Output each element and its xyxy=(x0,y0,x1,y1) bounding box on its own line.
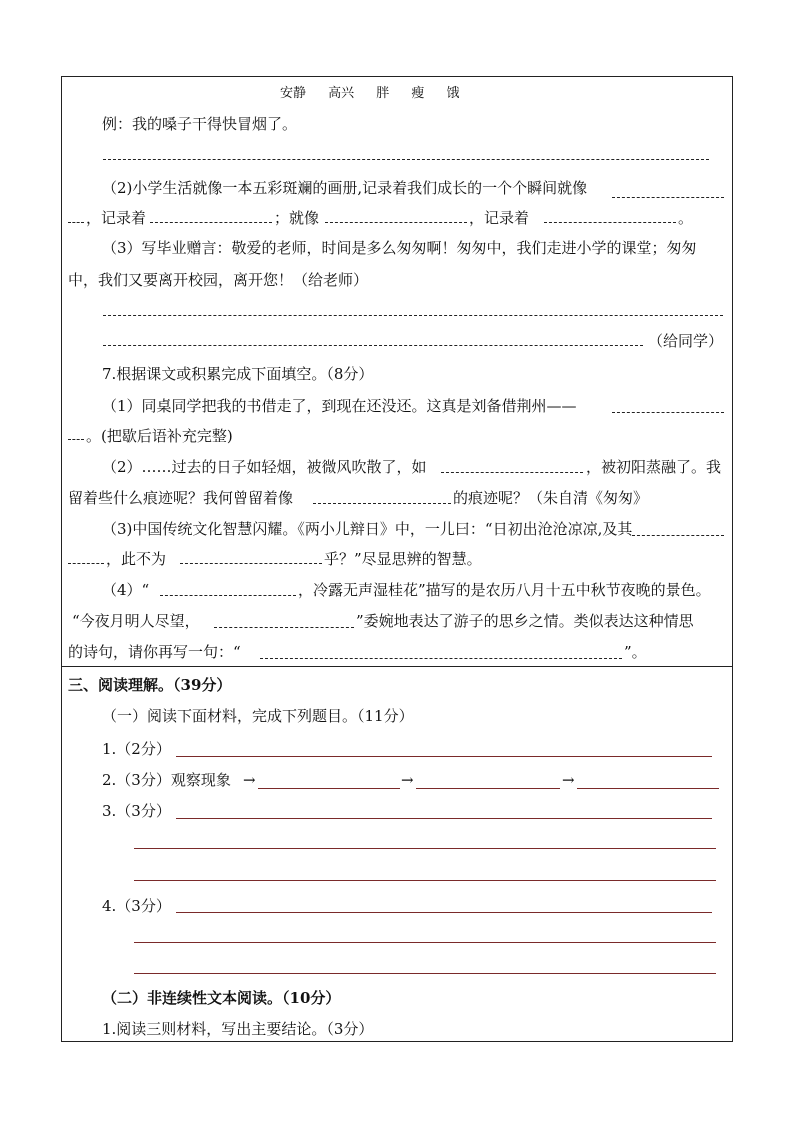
q7-item2-line2a: 留着些什么痕迹呢？我何曾留着像 xyxy=(68,489,294,507)
answer-line[interactable] xyxy=(176,756,712,757)
answer-blank[interactable] xyxy=(260,658,622,659)
b1-question: 1.阅读三则材料，写出主要结论。（3分） xyxy=(102,1020,374,1038)
q7-item3-line2a: ，此不为 xyxy=(106,550,167,568)
q6-item3-line2: 中，我们又要离开校园，离开您！（给老师） xyxy=(68,271,369,289)
answer-line[interactable] xyxy=(134,973,716,974)
answer-line[interactable] xyxy=(134,848,716,849)
q7-item1-line1: （1）同桌同学把我的书借走了，到现在还没还。这真是刘备借荆州—— xyxy=(102,397,577,415)
answer-line[interactable] xyxy=(134,942,716,943)
answer3-label: 3.（3分） xyxy=(102,802,171,820)
q7-item2-line2b: 的痕迹呢？（朱自清《匆匆》 xyxy=(453,489,649,507)
q7-item3-line1: （3)中国传统文化智慧闪耀。《两小儿辩日》中，一儿曰：“日初出沧沧凉凉,及其 xyxy=(102,520,633,538)
q7-item2-line1a: （2）……过去的日子如轻烟，被微风吹散了，如 xyxy=(102,458,427,476)
q6-item2-text: ，记录着 xyxy=(469,209,530,227)
answer-blank[interactable] xyxy=(68,222,84,223)
answer4-label: 4.（3分） xyxy=(102,897,171,915)
answer-blank[interactable] xyxy=(103,159,709,160)
q7-item4-line2b: ”委婉地表达了游子的思乡之情。类似表达这种情思 xyxy=(356,612,694,630)
q6-item2-text: ，记录着 xyxy=(86,209,147,227)
word-bank: 安静 高兴 胖 瘦 饿 xyxy=(280,86,460,101)
answer-blank[interactable] xyxy=(180,563,322,564)
q7-item4-line3b: ”。 xyxy=(624,643,647,661)
answer-blank[interactable] xyxy=(160,595,296,596)
q7-item4-line1a: （4）“ xyxy=(102,581,150,599)
answer-blank[interactable] xyxy=(612,412,724,413)
answer-blank[interactable] xyxy=(632,535,724,536)
answer-blank[interactable] xyxy=(214,627,354,628)
q7-item4-line3a: 的诗句，请你再写一句：“ xyxy=(68,643,241,661)
answer-blank[interactable] xyxy=(68,439,84,440)
answer-blank[interactable] xyxy=(325,222,467,223)
answer-blank[interactable] xyxy=(544,222,676,223)
arrow-2: → xyxy=(401,771,414,789)
answer-line[interactable] xyxy=(577,788,719,789)
answer-blank[interactable] xyxy=(313,503,451,504)
q6-item3-line1: （3）写毕业赠言：敬爱的老师，时间是多么匆匆啊！匆匆中，我们走进小学的课堂；匆匆 xyxy=(102,239,697,257)
q7-item3-line2b: 乎？”尽显思辨的智慧。 xyxy=(324,550,482,568)
example-sentence: 例：我的嗓子干得快冒烟了。 xyxy=(102,115,298,133)
answer-blank[interactable] xyxy=(103,315,723,316)
part1-title: （一）阅读下面材料，完成下列题目。（11分） xyxy=(102,707,414,725)
part2-title: （二）非连续性文本阅读。（10分） xyxy=(102,989,341,1007)
section3-title: 三、阅读理解。（39分） xyxy=(68,676,232,694)
answer-blank[interactable] xyxy=(441,472,583,473)
q6-item2-text: 。 xyxy=(678,209,694,227)
answer-line[interactable] xyxy=(416,788,560,789)
answer-blank[interactable] xyxy=(68,563,104,564)
answer-line[interactable] xyxy=(134,880,716,881)
q7-title: 7.根据课文或积累完成下面填空。（8分） xyxy=(102,365,374,383)
q7-item1-line2: 。(把歇后语补充完整) xyxy=(86,427,233,445)
arrow-1: → xyxy=(243,771,256,789)
answer1-label: 1.（2分） xyxy=(102,740,171,758)
q7-item2-line1b: ，被初阳蒸融了。我 xyxy=(586,458,722,476)
answer-blank[interactable] xyxy=(612,197,724,198)
answer-line[interactable] xyxy=(176,912,712,913)
answer-blank[interactable] xyxy=(150,222,272,223)
arrow-3: → xyxy=(562,771,575,789)
q7-item4-line1b: ，冷露无声湿桂花”描写的是农历八月十五中秋节夜晚的景色。 xyxy=(298,581,711,599)
answer2-label: 2.（3分）观察现象 xyxy=(102,771,231,789)
q6-item3-label: （给同学） xyxy=(648,332,724,350)
q6-item2-line1: （2)小学生活就像一本五彩斑斓的画册,记录着我们成长的一个个瞬间就像 xyxy=(102,179,588,197)
answer-line[interactable] xyxy=(176,818,712,819)
section-divider xyxy=(61,666,733,667)
answer-blank[interactable] xyxy=(103,345,643,346)
q6-item2-text: ；就像 xyxy=(274,209,320,227)
answer-line[interactable] xyxy=(258,788,400,789)
q7-item4-line2a: “今夜月明人尽望， xyxy=(72,612,200,630)
